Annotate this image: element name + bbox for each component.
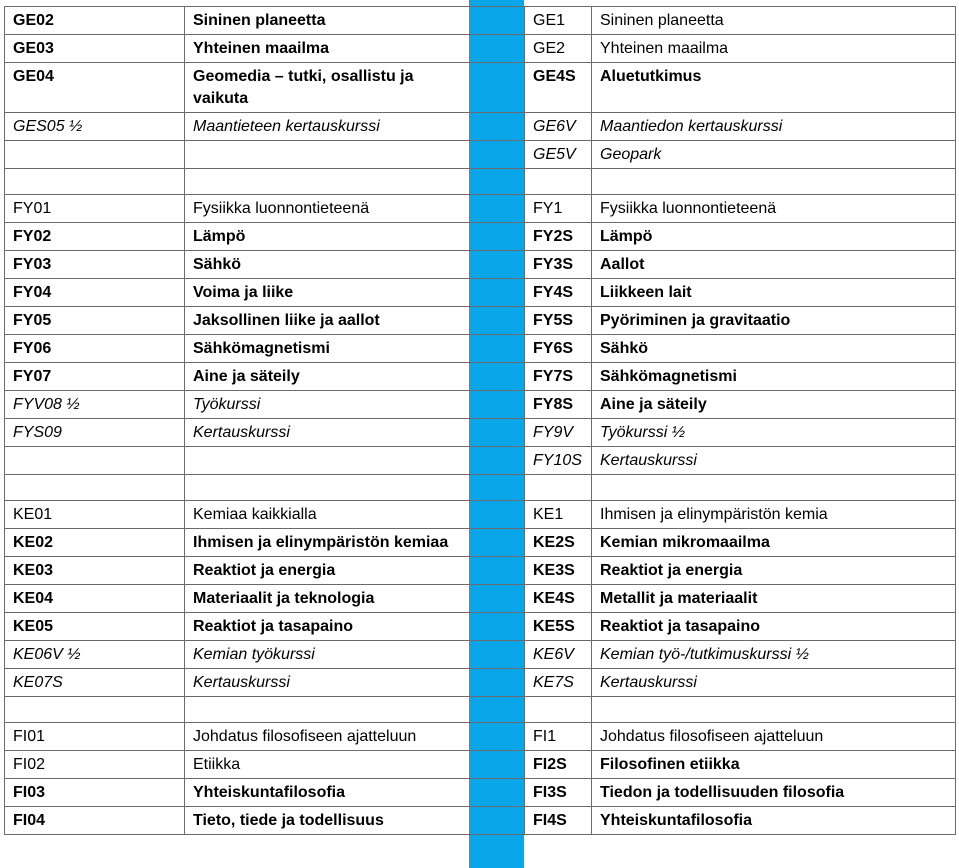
left-course-name: Voima ja liike <box>184 279 469 306</box>
column-gap <box>469 307 524 334</box>
left-course-code: FY01 <box>4 195 184 222</box>
column-gap <box>469 447 524 474</box>
column-gap <box>469 113 524 140</box>
left-course-name: Sähkömagnetismi <box>184 335 469 362</box>
left-course-name: Sininen planeetta <box>184 7 469 34</box>
left-course-name: Materiaalit ja teknologia <box>184 585 469 612</box>
table-row <box>4 306 956 334</box>
right-course-name: Geopark <box>591 141 956 168</box>
table-row <box>4 250 956 278</box>
left-course-name: Jaksollinen liike ja aallot <box>184 307 469 334</box>
right-course-code: FI3S <box>524 779 591 806</box>
left-course-name: Kertauskurssi <box>184 669 469 696</box>
right-course-name: Metallit ja materiaalit <box>591 585 956 612</box>
left-course-code: FYS09 <box>4 419 184 446</box>
left-course-code <box>4 169 184 194</box>
right-course-code: KE7S <box>524 669 591 696</box>
right-course-name: Kemian työ-/tutkimuskurssi ½ <box>591 641 956 668</box>
right-course-code: FY2S <box>524 223 591 250</box>
left-course-code: KE03 <box>4 557 184 584</box>
left-course-name: Reaktiot ja tasapaino <box>184 613 469 640</box>
left-course-name: Yhteiskuntafilosofia <box>184 779 469 806</box>
right-course-code <box>524 475 591 500</box>
right-course-code: GE5V <box>524 141 591 168</box>
left-course-name: Ihmisen ja elinympäristön kemiaa <box>184 529 469 556</box>
right-course-name: Kertauskurssi <box>591 447 956 474</box>
right-course-code: FY10S <box>524 447 591 474</box>
column-gap <box>469 251 524 278</box>
left-course-name: Tieto, tiede ja todellisuus <box>184 807 469 834</box>
right-course-code: FY9V <box>524 419 591 446</box>
column-gap <box>469 557 524 584</box>
column-gap <box>469 475 524 500</box>
table-row <box>4 668 956 696</box>
left-course-code: FI02 <box>4 751 184 778</box>
right-course-code: FY4S <box>524 279 591 306</box>
column-gap <box>469 279 524 306</box>
column-gap <box>469 697 524 722</box>
right-course-name: Työkurssi ½ <box>591 419 956 446</box>
column-gap <box>469 363 524 390</box>
left-course-code: FI01 <box>4 723 184 750</box>
table-row <box>4 722 956 750</box>
right-course-name: Johdatus filosofiseen ajatteluun <box>591 723 956 750</box>
right-course-name: Reaktiot ja energia <box>591 557 956 584</box>
column-gap <box>469 141 524 168</box>
left-course-code: KE05 <box>4 613 184 640</box>
column-gap <box>469 391 524 418</box>
table-row <box>4 334 956 362</box>
table-row <box>4 6 956 34</box>
right-course-code: FY8S <box>524 391 591 418</box>
right-course-code <box>524 697 591 722</box>
right-course-code: GE4S <box>524 63 591 112</box>
spacer-row <box>4 696 956 722</box>
left-course-code <box>4 447 184 474</box>
left-course-name <box>184 447 469 474</box>
right-course-code: GE6V <box>524 113 591 140</box>
table-row <box>4 778 956 806</box>
right-course-name: Liikkeen lait <box>591 279 956 306</box>
column-gap <box>469 35 524 62</box>
left-course-name: Kemian työkurssi <box>184 641 469 668</box>
right-course-name: Tiedon ja todellisuuden filosofia <box>591 779 956 806</box>
right-course-name: Filosofinen etiikka <box>591 751 956 778</box>
right-course-code: FY7S <box>524 363 591 390</box>
table-row <box>4 112 956 140</box>
column-gap <box>469 223 524 250</box>
column-gap <box>469 723 524 750</box>
table-row <box>4 556 956 584</box>
column-gap <box>469 613 524 640</box>
right-course-name: Yhteinen maailma <box>591 35 956 62</box>
left-course-code: FY06 <box>4 335 184 362</box>
left-course-code: FYV08 ½ <box>4 391 184 418</box>
table-row <box>4 640 956 668</box>
right-course-name: Aallot <box>591 251 956 278</box>
left-course-name <box>184 141 469 168</box>
left-course-name <box>184 697 469 722</box>
spacer-row <box>4 474 956 500</box>
right-course-name <box>591 697 956 722</box>
column-gap <box>469 669 524 696</box>
table-row <box>4 584 956 612</box>
right-course-code: KE1 <box>524 501 591 528</box>
left-course-name: Fysiikka luonnontieteenä <box>184 195 469 222</box>
left-course-code: GE02 <box>4 7 184 34</box>
left-course-code: FY02 <box>4 223 184 250</box>
column-gap <box>469 779 524 806</box>
column-gap <box>469 641 524 668</box>
table-row <box>4 418 956 446</box>
left-course-code: FY04 <box>4 279 184 306</box>
right-course-code: FY1 <box>524 195 591 222</box>
left-course-code: KE06V ½ <box>4 641 184 668</box>
table-row <box>4 528 956 556</box>
left-course-code: FY07 <box>4 363 184 390</box>
column-gap <box>469 63 524 112</box>
right-course-code: FY3S <box>524 251 591 278</box>
left-course-code <box>4 475 184 500</box>
table-row <box>4 140 956 168</box>
table-row <box>4 500 956 528</box>
right-course-code: FI2S <box>524 751 591 778</box>
left-course-name: Lämpö <box>184 223 469 250</box>
left-course-name: Etiikka <box>184 751 469 778</box>
right-course-name: Sähkö <box>591 335 956 362</box>
right-course-name: Yhteiskuntafilosofia <box>591 807 956 834</box>
column-gap <box>469 195 524 222</box>
table-row <box>4 390 956 418</box>
table-row <box>4 612 956 640</box>
table-row <box>4 806 956 835</box>
column-gap <box>469 529 524 556</box>
table-row <box>4 362 956 390</box>
right-course-name: Kertauskurssi <box>591 669 956 696</box>
column-gap <box>469 419 524 446</box>
left-course-name <box>184 169 469 194</box>
left-course-name: Johdatus filosofiseen ajatteluun <box>184 723 469 750</box>
left-course-code <box>4 697 184 722</box>
left-course-code: KE02 <box>4 529 184 556</box>
left-course-name: Yhteinen maailma <box>184 35 469 62</box>
table-row <box>4 62 956 112</box>
right-course-code: GE2 <box>524 35 591 62</box>
right-course-code: KE2S <box>524 529 591 556</box>
left-course-code: FI03 <box>4 779 184 806</box>
right-course-code: FI1 <box>524 723 591 750</box>
right-course-name <box>591 475 956 500</box>
right-course-name: Aine ja säteily <box>591 391 956 418</box>
right-course-name: Pyöriminen ja gravitaatio <box>591 307 956 334</box>
left-course-code <box>4 141 184 168</box>
right-course-code: GE1 <box>524 7 591 34</box>
right-course-code: FY6S <box>524 335 591 362</box>
table-row <box>4 222 956 250</box>
column-gap <box>469 585 524 612</box>
right-course-name: Maantiedon kertauskurssi <box>591 113 956 140</box>
right-course-code <box>524 169 591 194</box>
left-course-name: Reaktiot ja energia <box>184 557 469 584</box>
right-course-name: Reaktiot ja tasapaino <box>591 613 956 640</box>
column-gap <box>469 807 524 834</box>
table-row <box>4 446 956 474</box>
right-course-name: Kemian mikromaailma <box>591 529 956 556</box>
left-course-name: Työkurssi <box>184 391 469 418</box>
left-course-code: GE04 <box>4 63 184 112</box>
left-course-name: Aine ja säteily <box>184 363 469 390</box>
column-gap <box>469 7 524 34</box>
right-course-code: KE4S <box>524 585 591 612</box>
right-course-code: FI4S <box>524 807 591 834</box>
right-course-code: KE3S <box>524 557 591 584</box>
left-course-name: Sähkö <box>184 251 469 278</box>
table-row <box>4 34 956 62</box>
left-course-code: KE01 <box>4 501 184 528</box>
right-course-code: KE6V <box>524 641 591 668</box>
left-course-code: GES05 ½ <box>4 113 184 140</box>
right-course-name: Sähkömagnetismi <box>591 363 956 390</box>
left-course-name <box>184 475 469 500</box>
right-course-name: Lämpö <box>591 223 956 250</box>
table-row <box>4 278 956 306</box>
right-course-code: KE5S <box>524 613 591 640</box>
right-course-name: Sininen planeetta <box>591 7 956 34</box>
column-gap <box>469 751 524 778</box>
spacer-row <box>4 168 956 194</box>
table-row <box>4 194 956 222</box>
column-gap <box>469 169 524 194</box>
right-course-name: Fysiikka luonnontieteenä <box>591 195 956 222</box>
left-course-name: Kertauskurssi <box>184 419 469 446</box>
column-gap <box>469 501 524 528</box>
left-course-code: KE04 <box>4 585 184 612</box>
left-course-name: Maantieteen kertauskurssi <box>184 113 469 140</box>
left-course-code: FY05 <box>4 307 184 334</box>
right-course-name: Aluetutkimus <box>591 63 956 112</box>
right-course-name: Ihmisen ja elinympäristön kemia <box>591 501 956 528</box>
table-row <box>4 750 956 778</box>
left-course-code: KE07S <box>4 669 184 696</box>
column-gap <box>469 335 524 362</box>
right-course-name <box>591 169 956 194</box>
course-table <box>4 6 956 835</box>
left-course-code: FI04 <box>4 807 184 834</box>
left-course-name: Kemiaa kaikkialla <box>184 501 469 528</box>
left-course-code: GE03 <box>4 35 184 62</box>
left-course-code: FY03 <box>4 251 184 278</box>
left-course-name: Geomedia – tutki, osallistu ja vaikuta <box>184 63 469 112</box>
right-course-code: FY5S <box>524 307 591 334</box>
